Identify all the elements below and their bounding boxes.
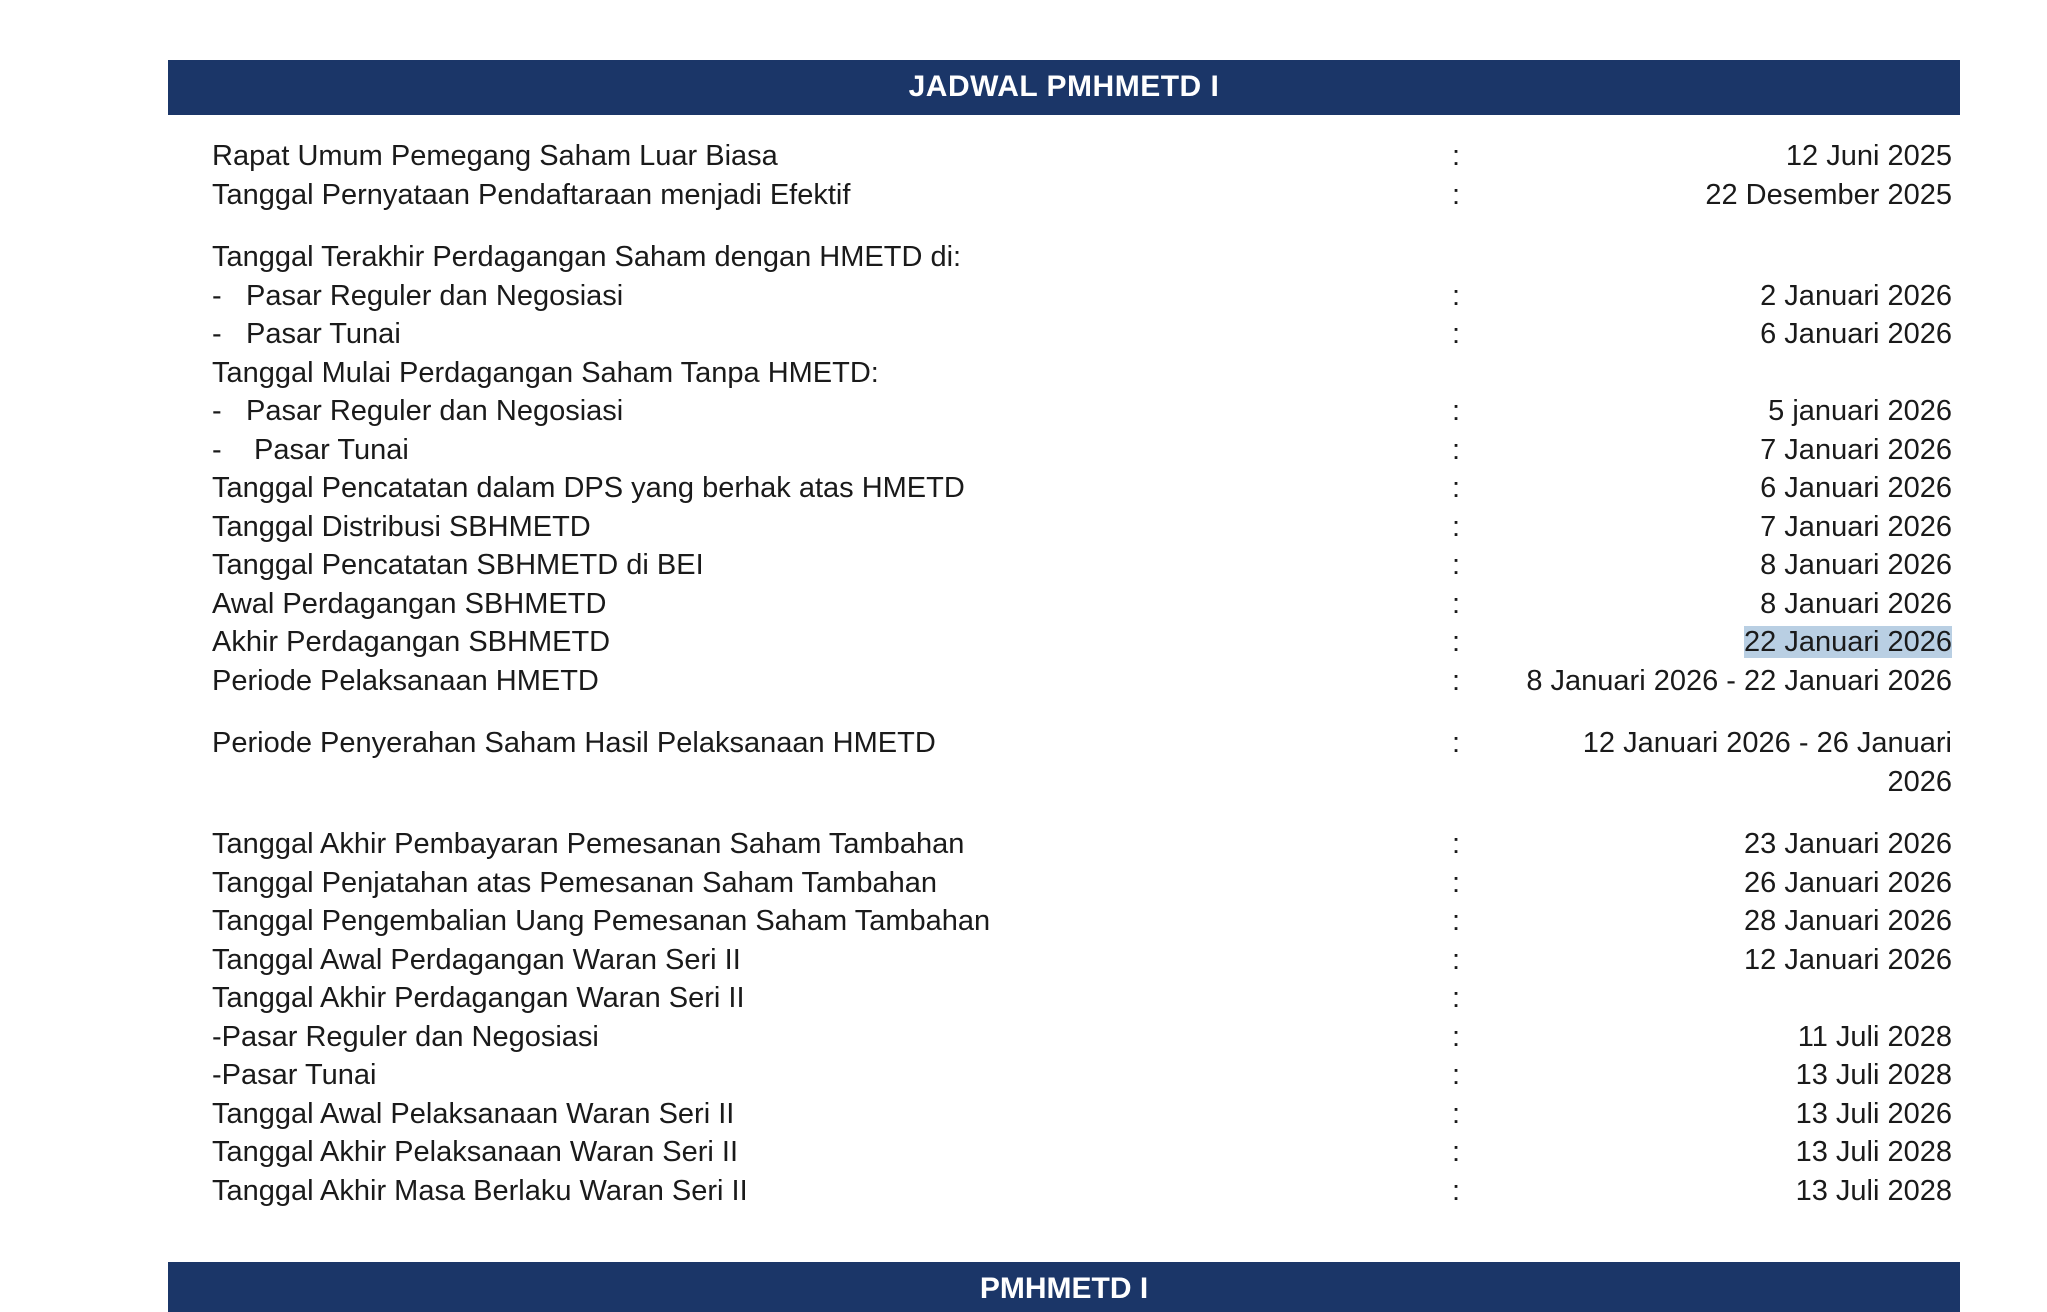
row-label-text: Rapat Umum Pemegang Saham Luar Biasa xyxy=(212,140,778,172)
row-label-text: Tanggal Awal Pelaksanaan Waran Seri II xyxy=(212,1097,735,1130)
row-value-text: 8 Januari 2026 xyxy=(1760,587,1952,620)
table-row xyxy=(212,392,1952,431)
table-row xyxy=(212,508,1952,547)
row-separator: : xyxy=(1452,279,1461,312)
table-row xyxy=(212,354,1952,393)
bullet-dash-icon: - xyxy=(212,318,222,350)
row-label-text: Pasar Tunai xyxy=(246,433,409,466)
row-separator: : xyxy=(1452,433,1461,466)
schedule-document xyxy=(168,60,1960,1210)
row-label xyxy=(212,277,1452,316)
row-value xyxy=(1512,902,1952,941)
row-label-text: Tanggal Awal Perdagangan Waran Seri II xyxy=(212,943,741,976)
row-separator: : xyxy=(1452,587,1461,620)
row-value-text: 23 Januari 2026 xyxy=(1744,828,1952,860)
row-label-text: Tanggal Terakhir Perdagangan Saham dengan HMETD di: xyxy=(212,241,962,273)
row-value-text: 13 Juli 2028 xyxy=(1795,1136,1952,1168)
table-row xyxy=(212,585,1952,624)
row-separator: : xyxy=(1452,1136,1461,1168)
row-separator: : xyxy=(1452,318,1461,350)
row-value-text: 12 Januari 2026 xyxy=(1744,943,1952,976)
row-value-text: 7 Januari 2026 xyxy=(1760,510,1952,543)
row-label xyxy=(212,864,1452,903)
row-value xyxy=(1512,277,1952,316)
row-label xyxy=(212,315,1452,354)
row-spacer xyxy=(212,801,1952,825)
row-value xyxy=(1512,508,1952,547)
row-value xyxy=(1512,354,1952,393)
row-value-text: 6 Januari 2026 xyxy=(1760,472,1952,504)
table-row xyxy=(212,315,1952,354)
row-separator: : xyxy=(1452,664,1461,697)
row-value-text: 12 Juni 2025 xyxy=(1785,140,1952,172)
row-separator: : xyxy=(1452,982,1461,1014)
table-row xyxy=(212,864,1952,903)
row-label xyxy=(212,1172,1452,1211)
row-value xyxy=(1512,392,1952,431)
row-label xyxy=(212,1095,1452,1134)
row-label-text: Awal Perdagangan SBHMETD xyxy=(212,587,607,620)
row-value-text: 22 Januari 2026 xyxy=(1744,626,1952,658)
row-value-text: 8 Januari 2026 - 22 Januari 2026 xyxy=(1526,664,1952,697)
row-separator: : xyxy=(1452,395,1461,427)
row-value xyxy=(1512,864,1952,903)
table-row xyxy=(212,825,1952,864)
table-row xyxy=(212,724,1952,801)
row-label-text: Tanggal Akhir Pelaksanaan Waran Seri II xyxy=(212,1136,739,1168)
row-value xyxy=(1512,941,1952,980)
row-value-text: 13 Juli 2028 xyxy=(1795,1174,1952,1207)
row-value xyxy=(1512,469,1952,508)
row-label xyxy=(212,137,1452,176)
table-row xyxy=(212,902,1952,941)
row-separator: : xyxy=(1452,1020,1461,1053)
row-value xyxy=(1512,238,1952,277)
row-separator: : xyxy=(1452,178,1461,211)
row-label-text: Tanggal Akhir Perdagangan Waran Seri II xyxy=(212,982,745,1014)
row-separator: : xyxy=(1452,1097,1461,1130)
row-separator: : xyxy=(1452,549,1461,581)
row-label-text: Tanggal Penjatahan atas Pemesanan Saham Tambahan xyxy=(212,866,937,899)
row-value xyxy=(1512,1018,1952,1057)
row-label xyxy=(212,508,1452,547)
row-label-text: Akhir Perdagangan SBHMETD xyxy=(212,626,611,658)
row-value xyxy=(1512,315,1952,354)
row-value xyxy=(1512,137,1952,176)
table-row xyxy=(212,1095,1952,1134)
row-value-text: 28 Januari 2026 xyxy=(1744,905,1952,937)
row-value-text: 5 januari 2026 xyxy=(1768,395,1952,427)
row-separator xyxy=(1452,354,1512,393)
row-value xyxy=(1512,979,1952,1018)
row-label-text: Tanggal Pencatatan SBHMETD di BEI xyxy=(212,549,704,581)
row-spacer xyxy=(212,700,1952,724)
row-label-text: Periode Penyerahan Saham Hasil Pelaksanaan HMETD xyxy=(212,727,936,759)
table-row xyxy=(212,1172,1952,1211)
row-label xyxy=(212,724,1452,801)
row-label-text: Tanggal Pencatatan dalam DPS yang berhak atas HMETD xyxy=(212,472,965,504)
row-label-text: Periode Pelaksanaan HMETD xyxy=(212,664,599,697)
bullet-dash-icon: - xyxy=(212,395,222,427)
row-value-text: 7 Januari 2026 xyxy=(1760,433,1952,466)
row-separator: : xyxy=(1452,1174,1461,1207)
row-separator: : xyxy=(1452,866,1461,899)
row-separator: : xyxy=(1452,510,1461,543)
row-label xyxy=(212,1018,1452,1057)
row-label xyxy=(212,392,1452,431)
row-value xyxy=(1512,662,1952,701)
row-label-text: Pasar Tunai xyxy=(246,318,401,350)
row-label xyxy=(212,585,1452,624)
row-label xyxy=(212,469,1452,508)
row-separator: : xyxy=(1452,140,1461,172)
row-value xyxy=(1512,546,1952,585)
page-title: JADWAL PMHMETD I xyxy=(168,60,1960,115)
row-value-text: 12 Januari 2026 - 26 Januari 2026 xyxy=(1582,727,1961,798)
row-value xyxy=(1512,431,1952,470)
table-row xyxy=(212,801,1952,825)
row-separator: : xyxy=(1452,943,1461,976)
row-label-text: Tanggal Akhir Pembayaran Pemesanan Saham Tambahan xyxy=(212,828,965,860)
row-separator: : xyxy=(1452,626,1461,658)
bullet-dash-icon: - xyxy=(212,433,222,466)
row-label-text: Tanggal Pengembalian Uang Pemesanan Saham Tambahan xyxy=(212,905,991,937)
row-label xyxy=(212,546,1452,585)
row-value-text: 2 Januari 2026 xyxy=(1760,279,1952,312)
schedule-section xyxy=(168,137,1960,1210)
row-value xyxy=(1512,1133,1952,1172)
row-label xyxy=(212,979,1452,1018)
row-label xyxy=(212,354,1452,393)
table-row xyxy=(212,238,1952,277)
table-row xyxy=(212,546,1952,585)
row-label xyxy=(212,825,1452,864)
table-row xyxy=(212,941,1952,980)
row-label-text: Pasar Reguler dan Negosiasi xyxy=(246,395,624,427)
row-label-text: Tanggal Pernyataan Pendaftaraan menjadi Efektif xyxy=(212,178,851,211)
row-label-text: Tanggal Mulai Perdagangan Saham Tanpa HMETD: xyxy=(212,356,879,389)
row-value xyxy=(1512,724,1961,801)
table-row xyxy=(212,1056,1952,1095)
row-value xyxy=(1512,623,1952,662)
table-row xyxy=(212,137,1952,176)
row-label xyxy=(212,623,1452,662)
row-separator: : xyxy=(1452,905,1461,937)
table-row xyxy=(212,431,1952,470)
table-row xyxy=(212,214,1952,238)
table-row xyxy=(212,662,1952,701)
bullet-dash-icon: - xyxy=(212,279,222,312)
row-label-text: -Pasar Reguler dan Negosiasi xyxy=(212,1020,599,1053)
row-value xyxy=(1512,176,1952,215)
row-value-text: 11 Juli 2028 xyxy=(1797,1020,1952,1053)
row-separator: : xyxy=(1452,1059,1461,1091)
row-value-text: 13 Juli 2026 xyxy=(1795,1097,1952,1130)
row-label xyxy=(212,238,1452,277)
row-value xyxy=(1512,1095,1952,1134)
table-row xyxy=(212,979,1952,1018)
table-row xyxy=(212,176,1952,215)
row-value-text: 6 Januari 2026 xyxy=(1760,318,1952,350)
row-label xyxy=(212,902,1452,941)
row-separator xyxy=(1452,238,1512,277)
row-separator: : xyxy=(1452,472,1461,504)
row-value-text: 26 Januari 2026 xyxy=(1744,866,1952,899)
row-label xyxy=(212,431,1452,470)
table-row xyxy=(212,623,1952,662)
row-value xyxy=(1512,1172,1952,1211)
row-value xyxy=(1512,825,1952,864)
table-row xyxy=(212,1133,1952,1172)
row-spacer xyxy=(212,214,1952,238)
row-separator: : xyxy=(1452,828,1461,860)
schedule-table xyxy=(212,137,1961,1210)
bottom-section-title: PMHMETD I xyxy=(168,1262,1960,1312)
table-row xyxy=(212,700,1952,724)
row-value xyxy=(1512,585,1952,624)
table-row xyxy=(212,1018,1952,1057)
row-value-text: 13 Juli 2028 xyxy=(1795,1059,1952,1091)
row-label-text: -Pasar Tunai xyxy=(212,1059,377,1091)
table-row xyxy=(212,277,1952,316)
row-label-text: Pasar Reguler dan Negosiasi xyxy=(246,279,624,312)
row-separator: : xyxy=(1452,727,1461,759)
row-label xyxy=(212,941,1452,980)
row-value xyxy=(1512,1056,1952,1095)
row-label xyxy=(212,1056,1452,1095)
row-label xyxy=(212,176,1452,215)
row-label xyxy=(212,1133,1452,1172)
row-value-text: 8 Januari 2026 xyxy=(1760,549,1952,581)
row-label xyxy=(212,662,1452,701)
row-value-text: 22 Desember 2025 xyxy=(1705,178,1952,211)
row-label-text: Tanggal Akhir Masa Berlaku Waran Seri II xyxy=(212,1174,748,1207)
schedule-table-body xyxy=(212,137,1961,1210)
table-row xyxy=(212,469,1952,508)
row-label-text: Tanggal Distribusi SBHMETD xyxy=(212,510,591,543)
